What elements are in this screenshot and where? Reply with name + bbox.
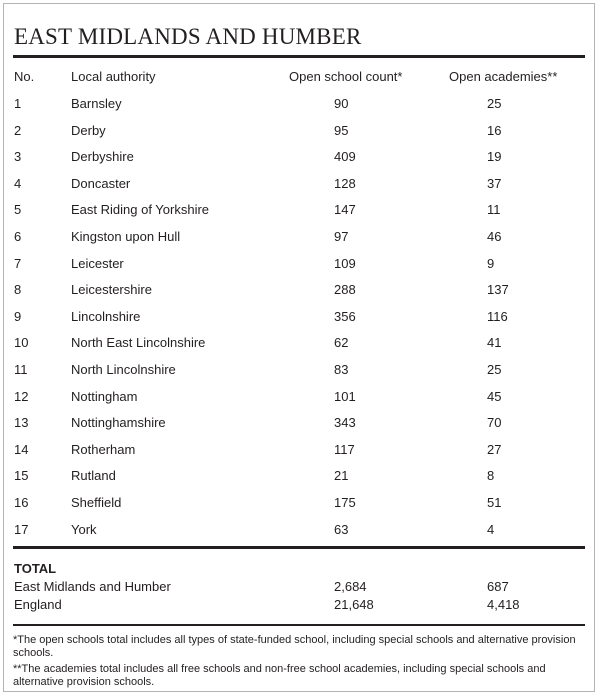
row-open-academies: 70 — [487, 415, 502, 430]
row-local-authority: York — [71, 522, 97, 537]
row-local-authority: Leicester — [71, 256, 124, 271]
row-local-authority: Lincolnshire — [71, 309, 141, 324]
row-number: 17 — [14, 522, 29, 537]
row-open-school-count: 83 — [334, 362, 349, 377]
row-open-academies: 137 — [487, 282, 509, 297]
row-number: 8 — [14, 282, 22, 297]
row-open-academies: 45 — [487, 389, 502, 404]
header-local-authority: Local authority — [71, 69, 156, 84]
total-row-name: England — [14, 597, 62, 612]
row-local-authority: Rotherham — [71, 442, 136, 457]
row-number: 11 — [14, 362, 28, 377]
row-local-authority: Leicestershire — [71, 282, 152, 297]
total-row-schools: 2,684 — [334, 579, 367, 594]
row-number: 4 — [14, 176, 22, 191]
row-open-academies: 27 — [487, 442, 502, 457]
row-open-school-count: 63 — [334, 522, 349, 537]
row-open-school-count: 90 — [334, 96, 349, 111]
row-open-school-count: 95 — [334, 123, 349, 138]
row-open-school-count: 97 — [334, 229, 349, 244]
row-open-academies: 19 — [487, 149, 502, 164]
row-number: 15 — [14, 468, 29, 483]
row-open-school-count: 117 — [334, 442, 355, 457]
row-number: 16 — [14, 495, 29, 510]
row-open-school-count: 175 — [334, 495, 356, 510]
row-number: 10 — [14, 335, 29, 350]
total-row-academies: 4,418 — [487, 597, 520, 612]
row-number: 14 — [14, 442, 29, 457]
row-open-school-count: 21 — [334, 468, 349, 483]
title-rule — [13, 55, 585, 58]
row-open-academies: 41 — [487, 335, 502, 350]
row-local-authority: East Riding of Yorkshire — [71, 202, 210, 217]
row-number: 2 — [14, 123, 22, 138]
header-no: No. — [14, 69, 35, 84]
row-open-school-count: 343 — [334, 415, 356, 430]
row-number: 12 — [14, 389, 29, 404]
row-open-school-count: 409 — [334, 149, 356, 164]
row-local-authority: Barnsley — [71, 96, 122, 111]
header-open-school-count: Open school count* — [289, 69, 403, 84]
row-local-authority: North East Lincolnshire — [71, 335, 206, 350]
total-row-schools: 21,648 — [334, 597, 374, 612]
row-open-school-count: 356 — [334, 309, 356, 324]
row-number: 13 — [14, 415, 29, 430]
footnote-academies: **The academies total includes all free schools and non-free school academies, including special schools and alternative provision schools. — [13, 663, 546, 688]
footnote-schools: *The open schools total includes all types of state-funded school, including special schools and alternative provision schools. — [13, 634, 576, 659]
row-local-authority: Derby — [71, 123, 106, 138]
row-number: 1 — [14, 96, 22, 111]
table-panel — [3, 3, 595, 692]
row-number: 9 — [14, 309, 22, 324]
row-local-authority: Derbyshire — [71, 149, 134, 164]
row-open-academies: 8 — [487, 468, 495, 483]
header-open-academies: Open academies** — [449, 69, 558, 84]
row-open-school-count: 128 — [334, 176, 356, 191]
row-open-academies: 46 — [487, 229, 502, 244]
row-open-school-count: 101 — [334, 389, 356, 404]
row-open-academies: 25 — [487, 362, 502, 377]
row-open-academies: 116 — [487, 309, 508, 324]
row-number: 5 — [14, 202, 22, 217]
footnote-rule — [13, 624, 585, 626]
totals-label: TOTAL — [14, 561, 57, 576]
row-local-authority: Nottinghamshire — [71, 415, 166, 430]
row-open-academies: 25 — [487, 96, 502, 111]
table-title: EAST MIDLANDS AND HUMBER — [14, 24, 362, 49]
row-number: 6 — [14, 229, 22, 244]
row-number: 3 — [14, 149, 22, 164]
row-open-academies: 16 — [487, 123, 502, 138]
row-local-authority: North Lincolnshire — [71, 362, 176, 377]
row-local-authority: Rutland — [71, 468, 116, 483]
totals-rule — [13, 546, 585, 549]
row-open-school-count: 288 — [334, 282, 356, 297]
row-local-authority: Doncaster — [71, 176, 131, 191]
row-number: 7 — [14, 256, 22, 271]
total-row-name: East Midlands and Humber — [14, 579, 171, 594]
row-open-academies: 11 — [487, 202, 501, 217]
row-open-academies: 37 — [487, 176, 502, 191]
row-open-school-count: 109 — [334, 256, 356, 271]
row-local-authority: Nottingham — [71, 389, 138, 404]
row-local-authority: Kingston upon Hull — [71, 229, 181, 244]
total-row-academies: 687 — [487, 579, 509, 594]
row-open-school-count: 147 — [334, 202, 356, 217]
row-local-authority: Sheffield — [71, 495, 122, 510]
row-open-school-count: 62 — [334, 335, 349, 350]
row-open-academies: 9 — [487, 256, 495, 271]
row-open-academies: 4 — [487, 522, 495, 537]
row-open-academies: 51 — [487, 495, 502, 510]
